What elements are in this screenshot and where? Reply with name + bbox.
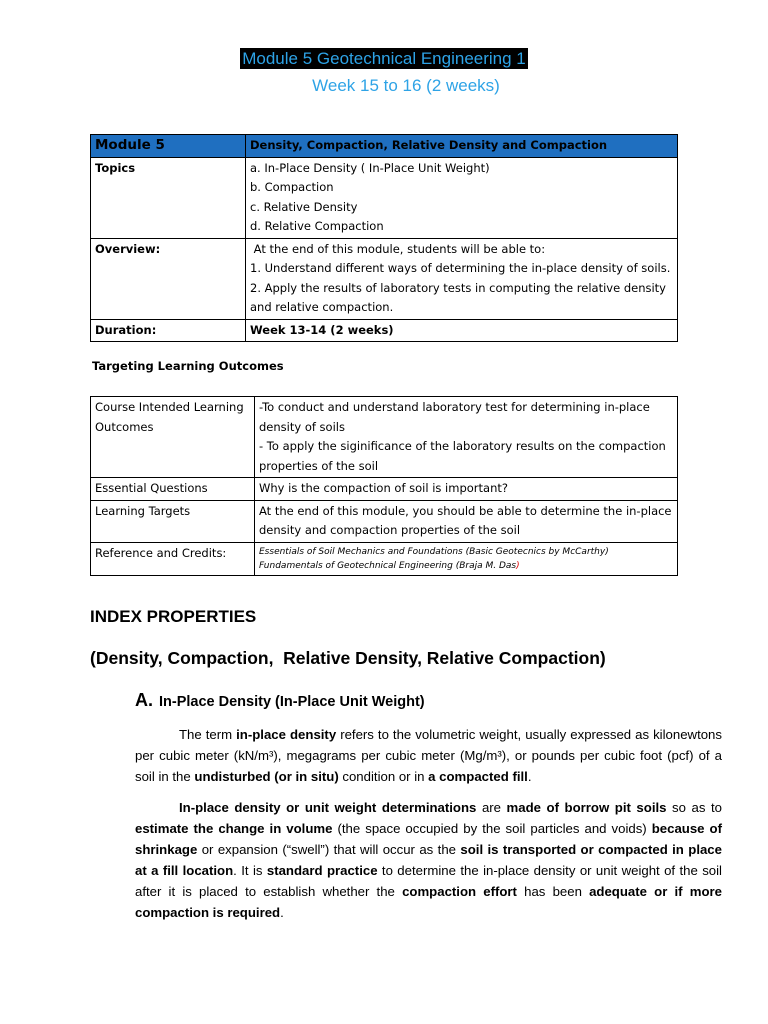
- topic-item: d. Relative Compaction: [250, 219, 384, 233]
- topics-list: [246, 157, 678, 238]
- paragraph-in-place-density: The term in-place density refers to the volumetric weight, usually expressed as kilonewtons per cubic meter (kN/m³), megagrams per cubic meter (Mg/m³), or pounds per cubic foot (pcf) of a soil in the undisturbed (or in situ) condition or in a compacted fill.: [135, 727, 722, 784]
- learning-outcomes-heading: Targeting Learning Outcomes: [92, 359, 284, 373]
- outcomes-table: [90, 396, 678, 576]
- duration-value: Week 13-14 (2 weeks): [246, 319, 678, 342]
- cilo-row: [91, 397, 678, 478]
- module-title: Module 5 Geotechnical Engineering 1: [242, 49, 526, 68]
- essential-questions-label: Essential Questions: [91, 478, 255, 501]
- topics-row: [91, 157, 678, 238]
- reference-item: Fundamentals of Geotechnical Engineering (Braja M. Das): [259, 560, 520, 571]
- overview-row: [91, 238, 678, 319]
- paragraph-determinations: In-place density or unit weight determinations are made of borrow pit soils so as to estimate the change in volume (the space occupied by the soil particles and voids) because of shrinkage or expansion (“swell”) that will occur as the soil is transported or compacted in place at a fill location. It is standard practice to determine the in-place density or unit weight of the soil after it is placed to establish whether the compaction effort has been adequate or if more compaction is required.: [135, 800, 722, 920]
- topic-item: a. In-Place Density ( In-Place Unit Weight): [250, 160, 490, 175]
- topic-item: c. Relative Density: [250, 199, 358, 214]
- references-label: Reference and Credits:: [91, 542, 255, 575]
- section-heading: INDEX PROPERTIES: [90, 607, 257, 626]
- module-label: Module 5: [91, 135, 246, 158]
- overview-text: At the end of this module, students will be able to: 1. Understand different ways of determining the in-place density of soils. 2. Apply the results of laboratory tests in computing the relative density and relative compaction.: [246, 238, 678, 319]
- reference-item: Essentials of Soil Mechanics and Foundations (Basic Geotecnics by McCarthy): [259, 546, 609, 557]
- learning-targets-row: [91, 500, 678, 542]
- duration-label: Duration:: [91, 319, 246, 342]
- references-text: [255, 542, 678, 575]
- duration-row: [91, 319, 678, 342]
- references-row: [91, 542, 678, 575]
- essential-questions-row: [91, 478, 678, 501]
- overview-label: Overview:: [91, 238, 246, 319]
- learning-targets-label: Learning Targets: [91, 500, 255, 542]
- week-subtitle: Week 15 to 16 (2 weeks): [312, 76, 500, 95]
- cilo-label: Course Intended Learning Outcomes: [91, 397, 255, 478]
- module-table-header: [91, 135, 678, 158]
- learning-targets-text: At the end of this module, you should be able to determine the in-place density and compaction properties of the soil: [255, 500, 678, 542]
- topic-item: b. Compaction: [250, 180, 334, 194]
- section-subheading: (Density, Compaction, Relative Density, Relative Compaction): [90, 648, 606, 668]
- module-table: [90, 134, 678, 342]
- subsection-a-heading: A. In-Place Density (In-Place Unit Weight): [135, 690, 425, 710]
- module-topic-title: Density, Compaction, Relative Density and Compaction: [246, 135, 678, 158]
- cilo-text: -To conduct and understand laboratory test for determining in-place density of soils - To apply the siginificance of the laboratory results on the compaction properties of the soil: [255, 397, 678, 478]
- topics-label: Topics: [91, 157, 246, 238]
- essential-questions-text: Why is the compaction of soil is important?: [255, 478, 678, 501]
